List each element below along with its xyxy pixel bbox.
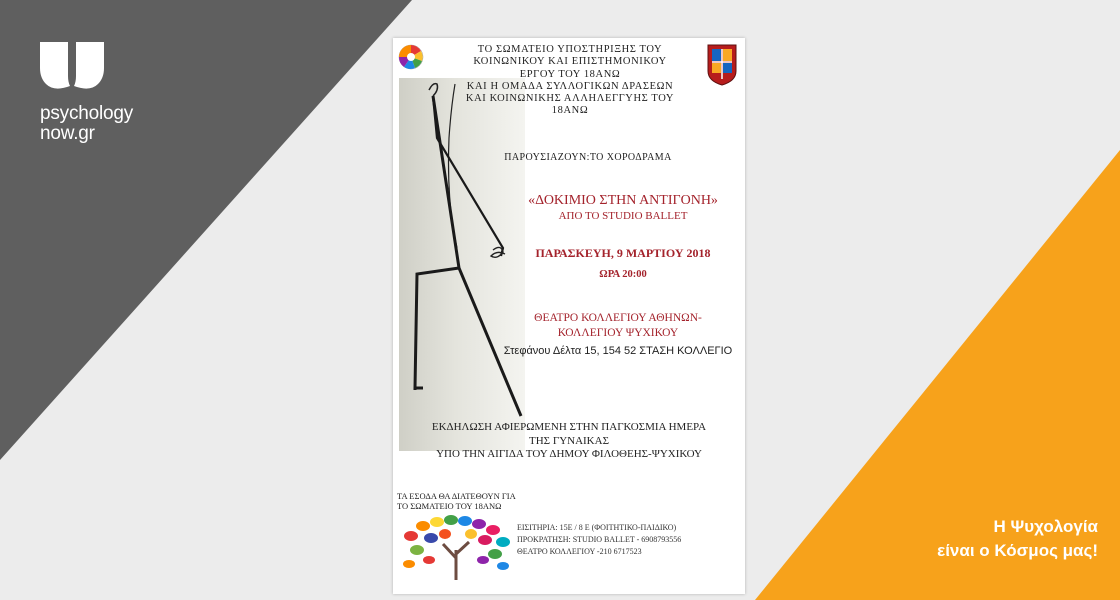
- theatre-phone: ΘΕΑΤΡΟ ΚΟΛΛΕΓΙΟΥ -210 6717523: [517, 547, 642, 556]
- header-line: 18ΑΝΩ: [551, 105, 589, 117]
- venue-line1: ΘΕΑΤΡΟ ΚΟΛΛΕΓΙΟΥ ΑΘΗΝΩΝ-: [534, 312, 702, 324]
- slogan-line1: Η Ψυχολογία: [993, 517, 1098, 536]
- organizers-header: [437, 44, 703, 118]
- show-subtitle: ΑΠΟ ΤΟ STUDIO BALLET: [558, 210, 688, 222]
- booking-contact: ΠΡΟΚΡΑΤΗΣΗ: STUDIO BALLET - 6908793556: [517, 535, 682, 544]
- venue-line2: ΚΟΛΛΕΓΙΟΥ ΨΥΧΙΚΟΥ: [557, 327, 679, 339]
- association-emblem-icon: [398, 44, 424, 70]
- colorful-hands-tree-image: [399, 514, 514, 580]
- dedication-text: [393, 421, 745, 462]
- ticket-info: [517, 522, 743, 558]
- ticket-prices: ΕΙΣΙΤΗΡΙΑ: 15Ε / 8 Ε (ΦΟΙΤΗΤΙΚΟ-ΠΑΙΔΙΚΟ): [517, 523, 677, 532]
- logo-text-line2: now.gr: [40, 123, 95, 144]
- header-line: ΚΑΙ Η ΟΜΑΔΑ ΣΥΛΛΟΓΙΚΩΝ ΔΡΑΣΕΩΝ: [466, 80, 674, 92]
- header-line: ΕΡΓΟΥ ΤΟΥ 18ΑΝΩ: [519, 68, 621, 80]
- dedication-line2: ΤΗΣ ΓΥΝΑΙΚΑΣ: [529, 434, 609, 447]
- show-title: «ΔΟΚΙΜΙΟ ΣΤΗΝ ΑΝΤΙΓΟΝΗ»: [528, 193, 718, 208]
- logo-mark-icon: [40, 42, 108, 94]
- dedication-line1: ΕΚΔΗΛΩΣΗ ΑΦΙΕΡΩΜΕΝΗ ΣΤΗΝ ΠΑΓΚΟΣΜΙΑ ΗΜΕΡΑ: [431, 421, 707, 433]
- proceeds-note: [397, 491, 537, 511]
- event-date: ΠΑΡΑΣΚΕΥΗ, 9 ΜΑΡΤΙΟΥ 2018: [535, 246, 711, 260]
- event-venue: [493, 311, 743, 341]
- slogan: [838, 515, 1098, 563]
- presents-line: ΠΑΡΟΥΣΙΑΖΟΥΝ:ΤΟ ΧΟΡΟΔΡΑΜΑ: [504, 152, 672, 163]
- header-line: ΚΑΙ ΚΟΙΝΩΝΙΚΗΣ ΑΛΛΗΛΕΓΓΥΗΣ ΤΟΥ: [465, 93, 675, 105]
- psychologynow-logo[interactable]: [40, 42, 160, 144]
- header-line: ΤΟ ΣΩΜΑΤΕΙΟ ΥΠΟΣΤΗΡΙΞΗΣ ΤΟΥ: [477, 44, 663, 55]
- slogan-line2: είναι ο Κόσμος μας!: [937, 541, 1098, 560]
- proceeds-line1: ΤΑ ΕΣΟΔΑ ΘΑ ΔΙΑΤΕΘΟΥΝ ΓΙΑ: [397, 491, 516, 501]
- logo-text-line1: psychology: [40, 103, 134, 124]
- proceeds-line2: ΤΟ ΣΩΜΑΤΕΙΟ ΤΟΥ 18ΑΝΩ: [397, 501, 502, 511]
- venue-address: Στεφάνου Δέλτα 15, 154 52 ΣΤΑΣΗ ΚΟΛΛΕΓΙΟ: [503, 345, 733, 357]
- event-poster: [393, 38, 745, 594]
- event-time: ΩΡΑ 20:00: [599, 269, 647, 280]
- dedication-line3: ΥΠΟ ΤΗΝ ΑΙΓΙΔΑ ΤΟΥ ΔΗΜΟΥ ΦΙΛΟΘΕΗΣ-ΨΥΧΙΚΟΥ: [436, 448, 702, 460]
- municipal-crest-icon: [706, 43, 738, 87]
- header-line: ΚΟΙΝΩΝΙΚΟΥ ΚΑΙ ΕΠΙΣΤΗΜΟΝΙΚΟΥ: [473, 56, 667, 68]
